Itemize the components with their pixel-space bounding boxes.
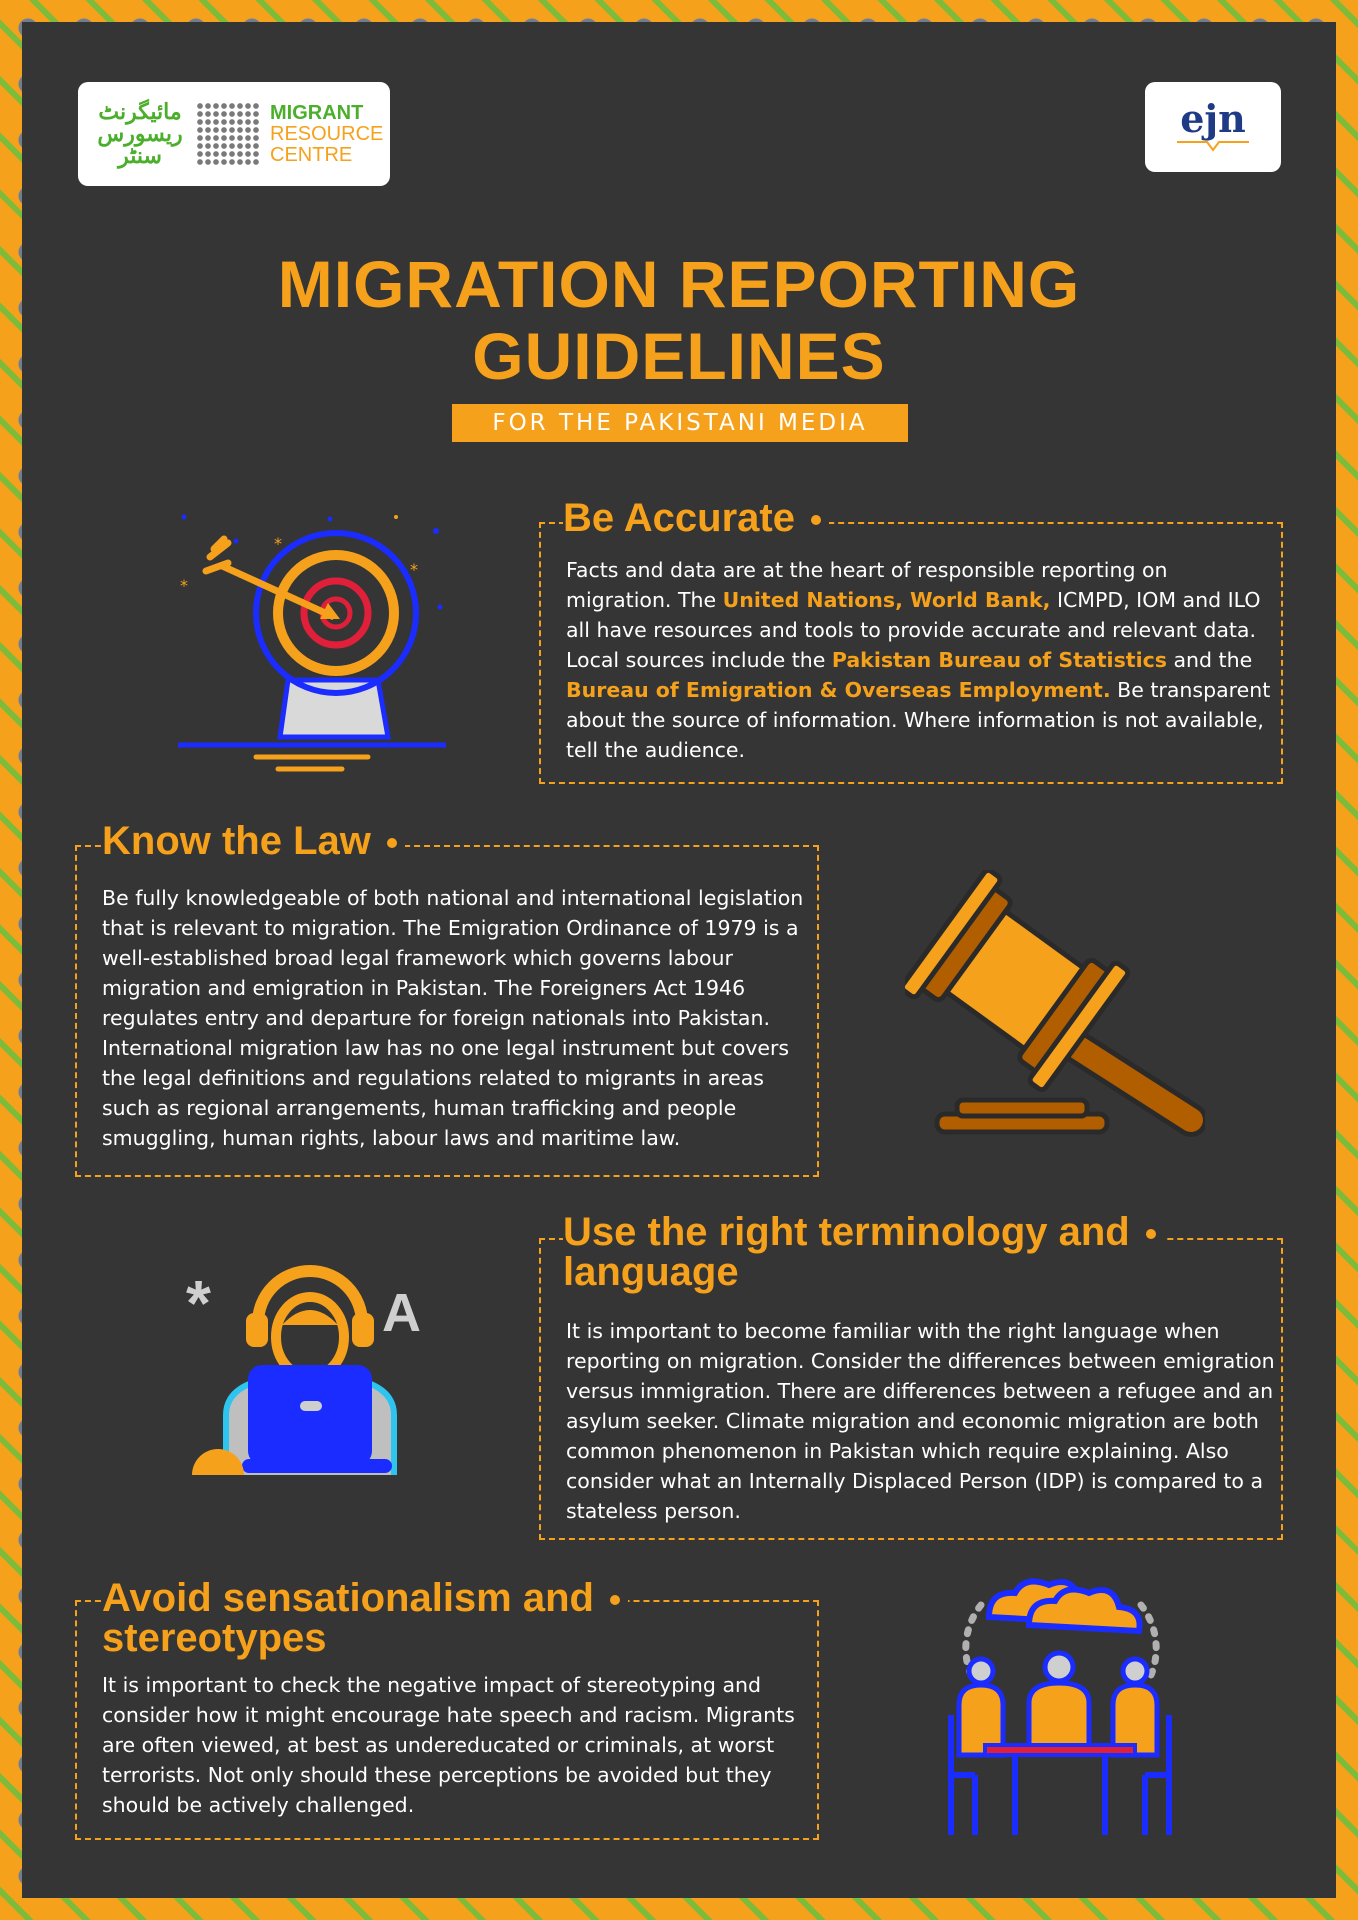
section-body-terminology: It is important to become familiar with the right language when reporting on migration. Consider the differences between emigration versus immigration. There are differences between a refugee and an asylum seeker. Climate migration and economic migration are both common phenomenon in Pakistan which require explaining. Also consider what an Internally Displaced Person (IDP) is compared to a stateless person.	[566, 1319, 1275, 1523]
title-line1: MIGRATION REPORTING	[277, 247, 1081, 321]
target-arrow-icon	[170, 505, 460, 775]
dot-grid-icon	[196, 102, 260, 166]
svg-text:*: *	[410, 560, 418, 579]
page-subtitle: FOR THE PAKISTANI MEDIA	[452, 404, 908, 442]
ejn-logo	[1145, 82, 1281, 172]
svg-text:*: *	[180, 576, 188, 595]
mrc-line2: RESOURCE	[270, 122, 384, 145]
section-heading-know-the-law: Know the Law	[102, 821, 405, 861]
mrc-urdu-text: مائیگرنٹ ریسورس سنٹر	[97, 99, 183, 169]
mrc-line3: CENTRE	[270, 143, 353, 166]
section-heading-be-accurate: Be Accurate	[563, 498, 829, 538]
migrant-resource-centre-logo	[78, 82, 390, 186]
gavel-icon	[905, 870, 1205, 1150]
ejn-text: ejn	[1180, 96, 1246, 141]
section-body-know-the-law: Be fully knowledgeable of both national and international legislation that is relevant to migration. The Emigration Ordinance of 1979 is a well-established broad legal framework which governs labour migration and emigration in Pakistan. The Foreigners Act 1946 regulates entry and departure for foreign nationals into Pakistan. International migration law has no one legal instrument but covers the legal definitions and regulations related to migrants in areas such as regional arrangements, human trafficking and people smuggling, human rights, labour laws and maritime law.	[102, 886, 804, 1150]
svg-text:*: *	[186, 1267, 211, 1339]
mrc-line1: MIGRANT	[270, 101, 364, 124]
section-heading-avoid-sensationalism: Avoid sensationalism and stereotypes	[102, 1578, 628, 1658]
page-title	[0, 248, 1358, 392]
title-line2: GUIDELINES	[472, 319, 886, 393]
section-body-be-accurate: Facts and data are at the heart of responsible reporting on migration. The United Nations, World Bank, ICMPD, IOM and ILO all have resources and tools to provide accurate and relevant data. Local sources include the Pakistan Bureau of Statistics and the Bureau of Emigration & Overseas Employment. Be transparent about the source of information. Where information is not available, tell the audience.	[566, 558, 1271, 762]
section-body-avoid-sensationalism: It is important to check the negative impact of stereotyping and consider how it might encourage hate speech and racism. Migrants are often viewed, at best as undereducated or criminals, at worst terrorists. Not only should these perceptions be avoided but they should be actively challenged.	[102, 1673, 795, 1817]
translator-laptop-icon	[186, 1255, 436, 1475]
speech-bubble-icon	[1173, 138, 1253, 154]
svg-text:A: A	[382, 1283, 421, 1343]
people-discussion-icon	[945, 1575, 1175, 1845]
section-heading-terminology: Use the right terminology and language	[563, 1212, 1164, 1292]
mrc-name	[270, 103, 383, 166]
svg-text:*: *	[274, 534, 282, 553]
